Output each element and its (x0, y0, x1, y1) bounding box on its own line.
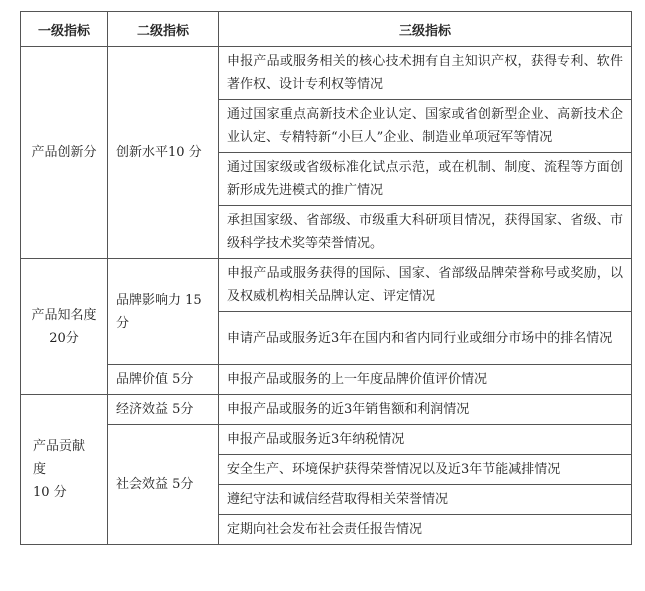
level3-cell: 申报产品或服务获得的国际、国家、省部级品牌荣誉称号或奖励，以及权威机构相关品牌认定、评定情况 (219, 259, 632, 312)
level2-cell: 经济效益 5分 (108, 395, 219, 425)
header-row (21, 12, 632, 47)
level3-cell: 定期向社会发布社会责任报告情况 (219, 515, 632, 545)
level3-cell: 申报产品或服务的近3年销售额和利润情况 (219, 395, 632, 425)
header-level3: 三级指标 (219, 12, 632, 47)
level2-cell: 品牌价值 5分 (108, 365, 219, 395)
header-level1: 一级指标 (21, 12, 108, 47)
level3-cell: 安全生产、环境保护获得荣誉情况以及近3年节能减排情况 (219, 455, 632, 485)
level3-cell: 遵纪守法和诚信经营取得相关荣誉情况 (219, 485, 632, 515)
table-row (21, 259, 632, 312)
level3-cell: 承担国家级、省部级、市级重大科研项目情况，获得国家、省级、市级科学技术奖等荣誉情况。 (219, 206, 632, 259)
table-row (21, 425, 632, 455)
level3-cell: 申报产品或服务的上一年度品牌价值评价情况 (219, 365, 632, 395)
table-row (21, 47, 632, 100)
header-level2: 二级指标 (108, 12, 219, 47)
level1-cell: 产品创新分 (21, 47, 108, 259)
table-row (21, 395, 632, 425)
level2-cell: 品牌影响力 15分 (108, 259, 219, 365)
table-row (21, 365, 632, 395)
level1-cell: 产品知名度 20分 (21, 259, 108, 395)
level3-cell: 申报产品或服务相关的核心技术拥有自主知识产权，获得专利、软件著作权、设计专利权等情况 (219, 47, 632, 100)
indicator-table (20, 11, 632, 545)
level1-cell: 产品贡献度 10 分 (21, 395, 108, 545)
level3-cell: 通过国家重点高新技术企业认定、国家或省创新型企业、高新技术企业认定、专精特新“小巨人”企业、制造业单项冠军等情况 (219, 100, 632, 153)
level2-cell: 创新水平10 分 (108, 47, 219, 259)
level3-cell: 申请产品或服务近3年在国内和省内同行业或细分市场中的排名情况 (219, 312, 632, 365)
level2-cell: 社会效益 5分 (108, 425, 219, 545)
indicator-table-container (20, 11, 631, 545)
level3-cell: 通过国家级或省级标准化试点示范，或在机制、制度、流程等方面创新形成先进模式的推广情况 (219, 153, 632, 206)
level3-cell: 申报产品或服务近3年纳税情况 (219, 425, 632, 455)
